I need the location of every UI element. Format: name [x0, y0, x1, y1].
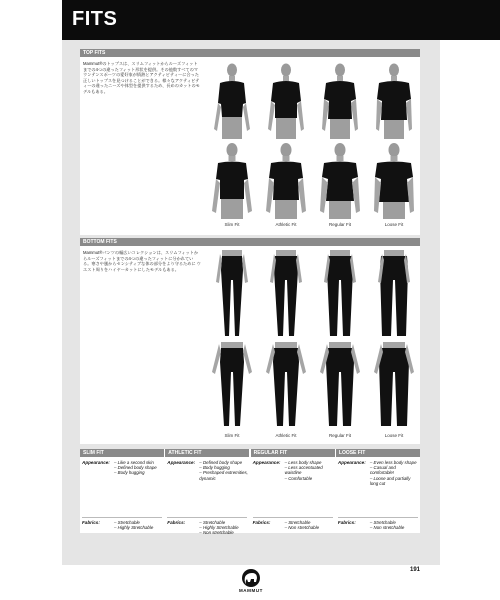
list-item: – Less body shape	[284, 460, 322, 465]
divider	[253, 517, 333, 518]
list-item: – Less accentuated waistline	[284, 465, 323, 476]
top-fits-women-row	[200, 61, 420, 139]
fit-column-heading: LOOSE FIT	[336, 449, 420, 457]
women-regular-pants-figure	[314, 250, 366, 340]
bottom-fits-section	[80, 238, 420, 444]
women-regular-top-figure	[314, 61, 366, 139]
appearance-list	[285, 460, 335, 481]
appearance-list	[370, 460, 420, 486]
list-item: – Body hugging	[199, 465, 230, 471]
men-regular-top-figure	[314, 141, 366, 219]
bottom-fit-label-regular: Regular Fit	[328, 433, 351, 438]
list-item: – Even less body shape	[369, 460, 417, 465]
list-item: – Highly Stretchable	[199, 525, 239, 531]
list-item: – Non stretchable	[284, 525, 320, 531]
bottom-fits-men-row	[200, 342, 420, 430]
women-loose-top-figure	[368, 61, 420, 139]
list-item: – Casual and comfortable!	[369, 465, 396, 476]
list-item: – Comfortable	[284, 475, 313, 481]
page-title: FITS	[72, 8, 118, 30]
page-header	[62, 0, 500, 40]
bottom-fits-description: Mammut®パンツの幅広いコレクションは、スリムフィットからルーズフィットまでの4つの違ったフィットに分かれている。寒さや風からセンシティブな体の部分をより守るために ウエスト周りをハイヤーカットにしたモデルもある。	[83, 250, 201, 272]
list-item: – Defined body shape	[199, 460, 243, 465]
list-item: – Like a second skin	[114, 460, 154, 465]
bottom-fits-women-row	[200, 250, 420, 340]
fabrics-list	[114, 520, 164, 530]
page-number: 191	[410, 567, 421, 573]
men-slim-pants-figure	[206, 342, 258, 430]
fabrics-list	[285, 520, 335, 530]
top-fits-description: Mammut®のトップスは、スリムフィットからルーズフィットまでの4つの違ったフィット形状を提供。その他数すべてのマウンテンスポーツの愛好家が情熱とアクティビティーに合った正しいトップスを見つけることができる。様々なアクティビティーの違ったニーズや体型を提供するため、長めのカットのモデルもある。	[83, 61, 200, 94]
women-slim-top-figure	[206, 61, 258, 139]
list-item: – Stretchable	[199, 520, 226, 525]
women-slim-pants-figure	[206, 250, 258, 340]
women-athletic-top-figure	[260, 61, 312, 139]
fabrics-list	[199, 520, 249, 536]
men-regular-pants-figure	[314, 342, 366, 430]
list-item: – Non stretchable	[369, 525, 405, 531]
fabrics-label: Fabrics:	[252, 520, 271, 525]
fit-column-regular	[251, 449, 335, 533]
fit-column-athletic	[165, 449, 249, 536]
women-loose-pants-figure	[368, 250, 420, 340]
appearance-label: Appearance:	[82, 460, 110, 465]
fit-column-heading: SLIM FIT	[80, 449, 164, 457]
men-athletic-top-figure	[260, 141, 312, 219]
men-loose-pants-figure	[368, 342, 420, 430]
appearance-label: Appearance:	[252, 460, 281, 465]
list-item: – Non stretchable	[199, 530, 234, 536]
fabrics-label: Fabrics:	[82, 520, 100, 525]
list-item: – Stretchable	[369, 520, 396, 525]
top-fit-label-loose: Loose Fit	[384, 222, 404, 227]
fabrics-label: Fabrics:	[337, 520, 356, 525]
appearance-list	[199, 460, 249, 481]
bottom-fits-heading: BOTTOM FITS	[80, 238, 420, 246]
list-item: – Stretchable	[284, 520, 311, 525]
list-item: – Preshaped extremities, dynamic	[199, 470, 248, 481]
divider	[167, 517, 247, 518]
divider	[338, 517, 418, 518]
men-slim-top-figure	[206, 141, 258, 219]
list-item: – Highly Stretchable	[114, 525, 154, 531]
appearance-list	[114, 460, 164, 476]
fit-column-slim	[80, 449, 164, 533]
list-item: – Body hugging	[114, 470, 145, 476]
women-athletic-pants-figure	[260, 250, 312, 340]
top-fit-label-slim: Slim Fit	[224, 222, 240, 227]
top-fit-label-athletic: Athletic Fit	[275, 222, 297, 227]
divider	[82, 517, 162, 518]
top-fits-heading: TOP FITS	[80, 49, 420, 57]
bottom-fit-label-slim: Slim Fit	[224, 433, 240, 438]
men-athletic-pants-figure	[260, 342, 312, 430]
logo-wordmark: MAMMUT	[238, 588, 264, 593]
top-fits-men-row	[200, 141, 420, 219]
list-item: – Loose and partially long cut	[369, 475, 411, 486]
bottom-fit-label-athletic: Athletic Fit	[275, 433, 297, 438]
top-fits-section	[80, 49, 420, 235]
men-loose-top-figure	[368, 141, 420, 219]
fit-comparison-table	[80, 449, 420, 536]
mammut-logo	[229, 567, 273, 595]
appearance-label: Appearance:	[167, 460, 196, 465]
list-item: – Defined body shape	[114, 465, 157, 471]
list-item: – Stretchable	[114, 520, 140, 525]
fit-column-heading: REGULAR FIT	[251, 449, 335, 457]
fabrics-list	[370, 520, 420, 530]
bottom-fit-label-loose: Loose Fit	[384, 433, 404, 438]
appearance-label: Appearance:	[337, 460, 366, 465]
top-fit-label-regular: Regular Fit	[328, 222, 351, 227]
fit-column-heading: ATHLETIC FIT	[165, 449, 249, 457]
fit-column-loose	[336, 449, 420, 533]
fabrics-label: Fabrics:	[167, 520, 186, 525]
